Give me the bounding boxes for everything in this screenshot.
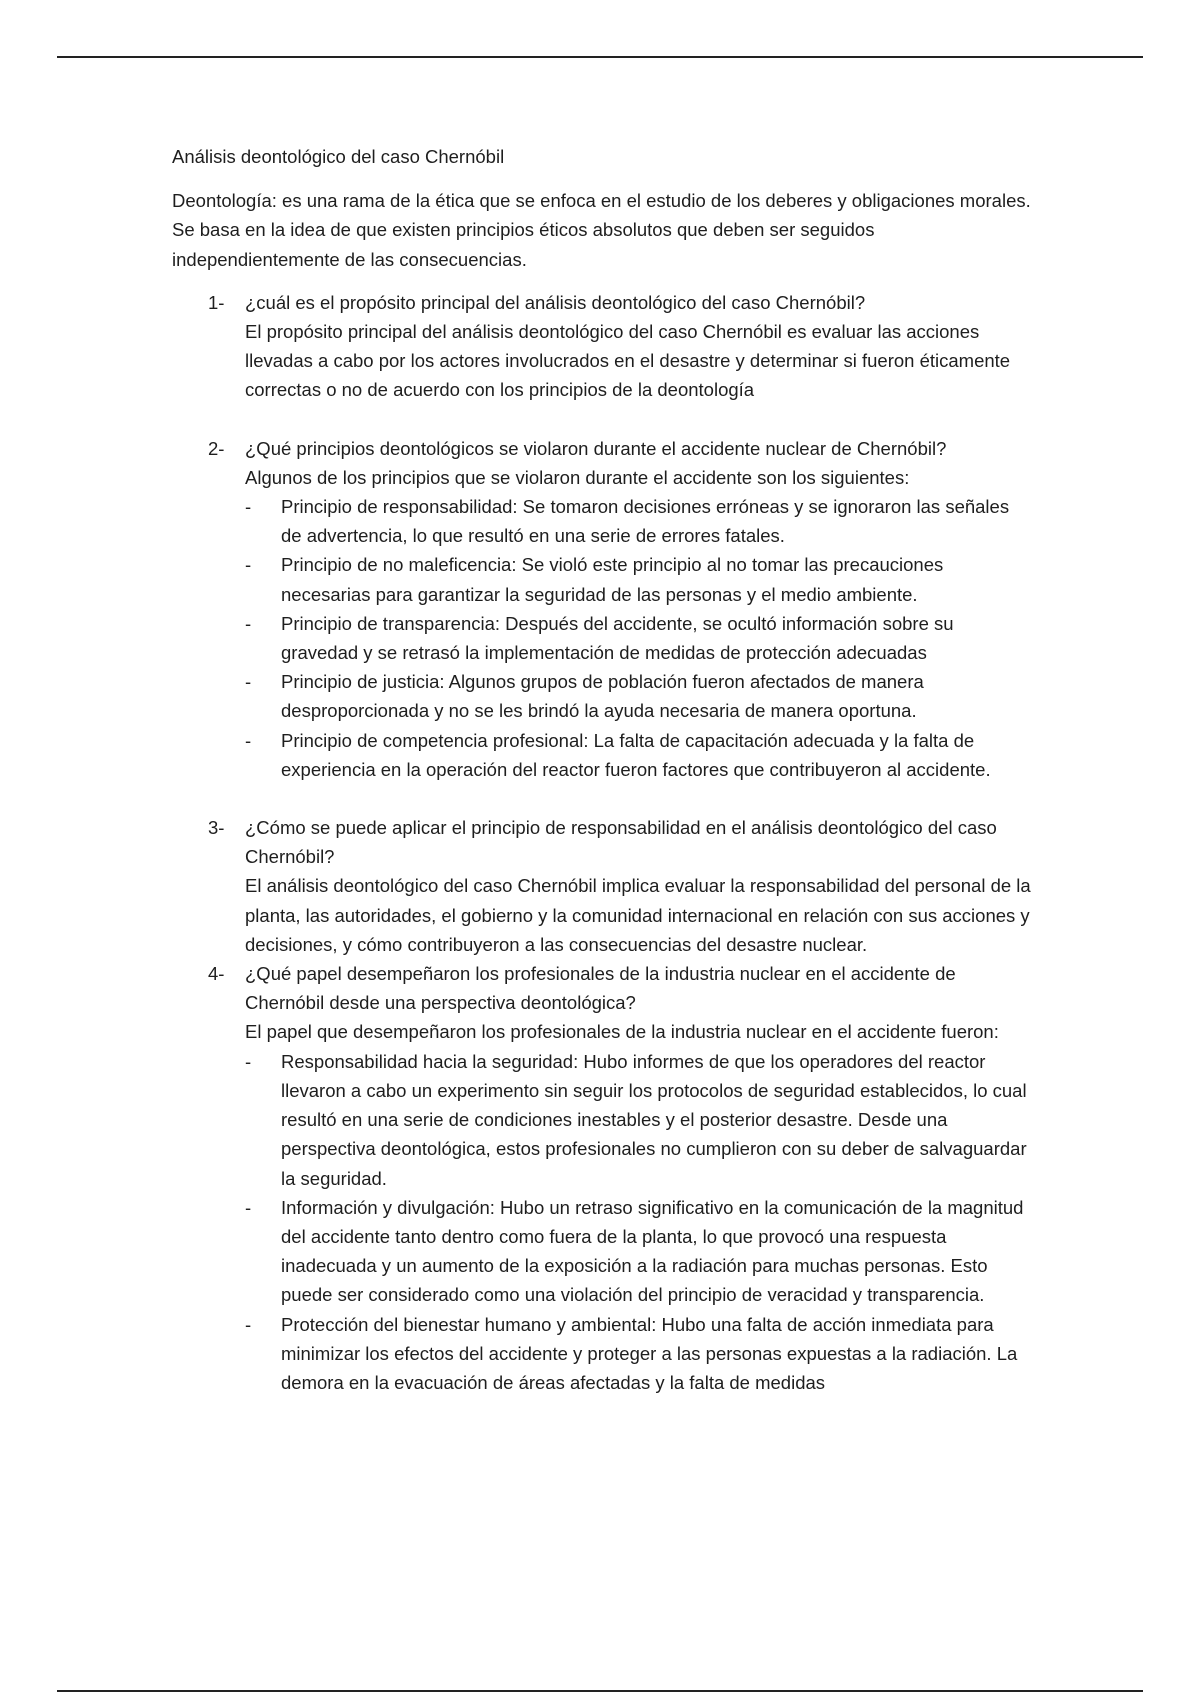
list-item-text: Principio de no maleficencia: Se violó este principio al no tomar las precauciones necesarias para garantizar la seguridad de las personas y el medio ambiente.	[281, 554, 944, 605]
list-item-text: Principio de competencia profesional: La falta de capacitación adecuada y la falta de experiencia en la operación del reactor fueron factores que contribuyeron al accidente.	[281, 729, 991, 780]
question-text: ¿Cómo se puede aplicar el principio de responsabilidad en el análisis deontológico del caso Chernóbil?	[245, 817, 997, 868]
answer-text: El papel que desempeñaron los profesionales de la industria nuclear en el accidente fueron:	[245, 1021, 999, 1043]
question-text: ¿Qué principios deontológicos se violaron durante el accidente nuclear de Chernóbil?	[245, 437, 947, 459]
list-item-text: Principio de responsabilidad: Se tomaron decisiones erróneas y se ignoraron las señales de advertencia, lo que resultó en una serie de errores fatales.	[281, 496, 1010, 547]
question-number: 4-	[208, 963, 225, 985]
principle-list	[245, 492, 1032, 784]
question-item-3	[172, 813, 1032, 959]
question-item-1	[172, 288, 1032, 405]
definition-paragraph: Deontología: es una rama de la ética que se enfoca en el estudio de los deberes y obligaciones morales. Se basa en la idea de que existen principios éticos absolutos que deben ser seguidos independientemente de las consecuencias.	[172, 190, 1031, 270]
bullet-dash: -	[245, 1196, 252, 1218]
list-item	[245, 550, 1032, 608]
document-body	[172, 142, 1032, 1397]
bullet-dash: -	[245, 729, 252, 751]
list-item	[245, 492, 1032, 550]
bullet-dash: -	[245, 1313, 252, 1335]
header-rule	[57, 56, 1143, 58]
list-item	[245, 609, 1032, 667]
list-item-text: Principio de transparencia: Después del accidente, se ocultó información sobre su gravedad y se retrasó la implementación de medidas de protección adecuadas	[281, 612, 954, 664]
footer-rule	[57, 1690, 1143, 1692]
question-item-4	[172, 959, 1032, 1397]
bullet-dash: -	[245, 554, 252, 576]
list-item	[245, 726, 1032, 784]
list-item	[245, 1310, 1032, 1398]
list-item	[245, 1047, 1032, 1193]
bullet-dash: -	[245, 671, 252, 693]
list-item-text: Responsabilidad hacia la seguridad: Hubo informes de que los operadores del reactor llevaron a cabo un experimento sin seguir los protocolos de seguridad establecidos, lo cual resultó en una serie de condiciones inestables y el posterior desastre. Desde una perspectiva deontológica, estos profesionales no cumplieron con su deber de salvaguardar la seguridad.	[281, 1050, 1027, 1189]
answer-text: El análisis deontológico del caso Chernóbil implica evaluar la responsabilidad del personal de la planta, las autoridades, el gobierno y la comunidad internacional en relación con sus acciones y decisiones, y cómo contribuyeron a las consecuencias del desastre nuclear.	[245, 875, 1031, 955]
question-text: ¿cuál es el propósito principal del análisis deontológico del caso Chernóbil?	[245, 291, 866, 313]
bullet-dash: -	[245, 1050, 252, 1072]
list-item-text: Principio de justicia: Algunos grupos de población fueron afectados de manera desproporcionada y no se les brindó la ayuda necesaria de manera oportuna.	[281, 671, 924, 722]
question-text: ¿Qué papel desempeñaron los profesionales de la industria nuclear en el accidente de Chernóbil desde una perspectiva deontológica?	[245, 963, 956, 1014]
answer-text: El propósito principal del análisis deontológico del caso Chernóbil es evaluar las acciones llevadas a cabo por los actores involucrados en el desastre y determinar si fueron éticamente correctas o no de acuerdo con los principios de la deontología	[245, 321, 1011, 401]
list-item	[245, 667, 1032, 725]
question-number: 3-	[208, 817, 225, 839]
question-list	[172, 288, 1032, 1397]
list-item	[245, 1193, 1032, 1310]
question-number: 2-	[208, 437, 225, 459]
list-item-text: Información y divulgación: Hubo un retraso significativo en la comunicación de la magnitud del accidente tanto dentro como fuera de la planta, lo que provocó una respuesta inadecuada y un aumento de la exposición a la radiación para muchas personas. Esto puede ser considerado como una violación del principio de veracidad y transparencia.	[281, 1196, 1024, 1306]
bullet-dash: -	[245, 496, 252, 518]
question-item-2	[172, 434, 1032, 784]
answer-text: Algunos de los principios que se violaron durante el accidente son los siguientes:	[245, 466, 910, 488]
document-title: Análisis deontológico del caso Chernóbil	[172, 146, 505, 167]
role-list	[245, 1047, 1032, 1397]
list-item-text: Protección del bienestar humano y ambiental: Hubo una falta de acción inmediata para minimizar los efectos del accidente y proteger a las personas expuestas a la radiación. La demora en la evacuación de áreas afectadas y la falta de medidas	[281, 1313, 1018, 1393]
bullet-dash: -	[245, 612, 252, 634]
question-number: 1-	[208, 291, 225, 313]
